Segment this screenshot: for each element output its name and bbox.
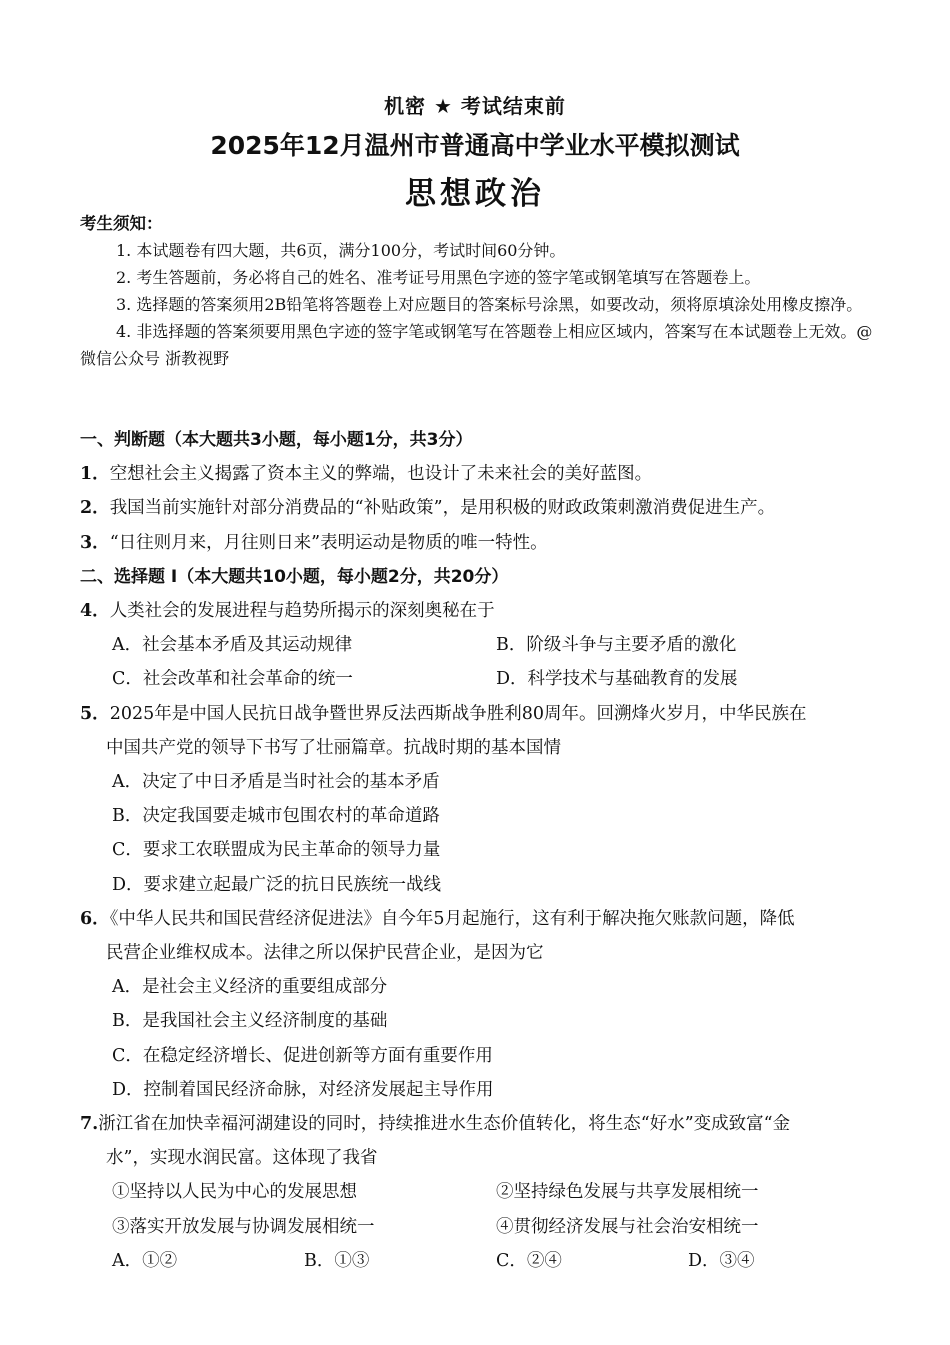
question-number: 3． — [80, 532, 110, 553]
exam-notice — [80, 210, 880, 372]
notice-title: 考生须知： — [80, 214, 163, 233]
notice-item: 4. 非选择题的答案须要用黑色字迹的签字笔或钢笔写在答题卷上相应区域内，答案写在本试题卷上无效。@微信公众号 浙教视野 — [80, 322, 873, 368]
question-2 — [80, 491, 880, 525]
q4-options-row-2 — [80, 662, 880, 696]
option-a: A．是社会主义经济的重要组成部分 — [112, 977, 388, 998]
question-text: “日往则月来，月往则日来”表明运动是物质的唯一特性。 — [109, 532, 548, 553]
option-c: C．要求工农联盟成为民主革命的领导力量 — [112, 840, 441, 861]
question-7 — [80, 1107, 880, 1141]
question-stem-continued: 中国共产党的领导下书写了壮丽篇章。抗战时期的基本国情 — [106, 737, 561, 758]
option-c: C．在稳定经济增长、促进创新等方面有重要作用 — [112, 1045, 493, 1066]
q7-items-row-1 — [80, 1175, 880, 1209]
questions-area — [80, 423, 880, 1278]
statement-3: ③落实开放发展与协调发展相统一 — [112, 1216, 375, 1237]
question-number: 4． — [80, 601, 110, 622]
option-b: B．①③ — [304, 1250, 370, 1271]
q7-options — [80, 1244, 880, 1278]
section-2-title: 二、选择题 I（本大题共10小题，每小题2分，共20分） — [80, 566, 509, 587]
question-stem-continued: 水”，实现水润民富。这体现了我省 — [106, 1148, 378, 1169]
notice-item: 1. 本试题卷有四大题，共6页，满分100分，考试时间60分钟。 — [116, 241, 566, 260]
question-4 — [80, 594, 880, 628]
question-text: 我国当前实施针对部分消费品的“补贴政策”，是用积极的财政政策刺激消费促进生产。 — [109, 498, 776, 519]
option-b: B．决定我国要走城市包围农村的革命道路 — [112, 806, 440, 827]
question-number: 1． — [80, 464, 110, 485]
option-a: A．社会基本矛盾及其运动规律 — [112, 635, 353, 656]
statement-1: ①坚持以人民为中心的发展思想 — [112, 1182, 357, 1203]
subject-title: 思想政治 — [405, 176, 545, 212]
option-d: D．③④ — [688, 1250, 755, 1271]
option-a: A．决定了中日矛盾是当时社会的基本矛盾 — [112, 772, 440, 793]
q4-options-row-1 — [80, 628, 880, 662]
question-3 — [80, 526, 880, 560]
option-d: D．要求建立起最广泛的抗日民族统一战线 — [112, 874, 442, 895]
option-c: C．②④ — [496, 1250, 562, 1271]
question-number: 5． — [80, 703, 110, 724]
question-stem-continued: 民营企业维权成本。法律之所以保护民营企业，是因为它 — [106, 943, 544, 964]
question-number: 7. — [80, 1114, 99, 1135]
exam-title: 2025年12月温州市普通高中学业水平模拟测试 — [210, 131, 740, 160]
notice-item: 3. 选择题的答案须用2B铅笔将答题卷上对应题目的答案标号涂黑，如要改动，须将原填涂处用橡皮擦净。 — [116, 295, 863, 314]
question-number: 6． — [80, 908, 110, 929]
statement-2: ②坚持绿色发展与共享发展相统一 — [496, 1182, 759, 1203]
question-5 — [80, 697, 880, 731]
option-d: D．科学技术与基础教育的发展 — [496, 669, 738, 690]
question-text: 空想社会主义揭露了资本主义的弊端，也设计了未来社会的美好蓝图。 — [109, 464, 653, 485]
question-stem: 《中华人民共和国民营经济促进法》自今年5月起施行，这有利于解决拖欠账款问题，降低 — [109, 908, 795, 929]
question-stem: 人类社会的发展进程与趋势所揭示的深刻奥秘在于 — [109, 601, 495, 622]
question-stem: 浙江省在加快幸福河湖建设的同时，持续推进水生态价值转化，将生态“好水”变成致富“金 — [98, 1114, 791, 1135]
question-6 — [80, 902, 880, 936]
notice-item: 2. 考生答题前，务必将自己的姓名、准考证号用黑色字迹的签字笔或钢笔填写在答题卷上。 — [116, 268, 761, 287]
question-1 — [80, 457, 880, 491]
statement-4: ④贯彻经济发展与社会治安相统一 — [496, 1216, 759, 1237]
option-b: B．阶级斗争与主要矛盾的激化 — [496, 635, 737, 656]
question-number: 2． — [80, 498, 110, 519]
q7-items-row-2 — [80, 1210, 880, 1244]
option-b: B．是我国社会主义经济制度的基础 — [112, 1011, 388, 1032]
option-c: C．社会改革和社会革命的统一 — [112, 669, 353, 690]
option-a: A．①② — [112, 1250, 178, 1271]
section-1-title: 一、判断题（本大题共3小题，每小题1分，共3分） — [80, 430, 473, 450]
option-d: D．控制着国民经济命脉，对经济发展起主导作用 — [112, 1079, 494, 1100]
question-stem: 2025年是中国人民抗日战争暨世界反法西斯战争胜利80周年。回溯烽火岁月，中华民族在 — [109, 703, 807, 724]
confidential-label: 机密 ★ 考试结束前 — [384, 94, 566, 118]
